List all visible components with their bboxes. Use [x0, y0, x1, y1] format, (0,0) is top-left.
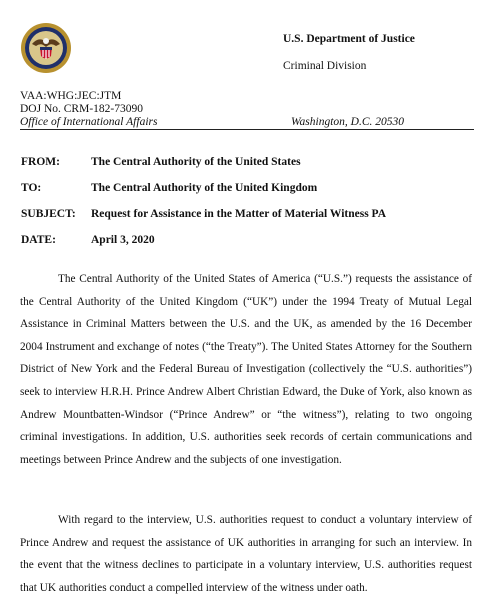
office-location: Washington, D.C. 20530 [291, 116, 404, 128]
header-divider [20, 129, 474, 130]
to-value: The Central Authority of the United Kingdom [91, 182, 318, 194]
from-value: The Central Authority of the United States [91, 156, 301, 168]
body-paragraph-2: With regard to the interview, U.S. authorities request to conduct a voluntary interview of Prince Andrew and request the assistance of UK authorities in arranging for such an interview. In the event that the witness declines to participate in a voluntary interview, U.S. authorities request that UK authorities conduct a compelled interview of the witness under oath. [20, 514, 472, 594]
from-label: FROM: [21, 156, 60, 168]
department-seal-logo [20, 22, 72, 74]
date-value: April 3, 2020 [91, 234, 155, 246]
office-name: Office of International Affairs [20, 116, 158, 128]
division-name: Criminal Division [283, 60, 367, 72]
date-label: DATE: [21, 234, 56, 246]
department-name: U.S. Department of Justice [283, 33, 415, 45]
reference-initials: VAA:WHG:JEC:JTM [20, 90, 122, 102]
doj-number: DOJ No. CRM-182-73090 [20, 103, 143, 115]
subject-label: SUBJECT: [21, 208, 76, 220]
subject-value: Request for Assistance in the Matter of Material Witness PA [91, 208, 387, 220]
to-label: TO: [21, 182, 42, 194]
body-paragraph-1: The Central Authority of the United States of America (“U.S.”) requests the assistance of the Central Authority of the United Kingdom (“UK”) under the 1994 Treaty of Mutual Legal Assistance in Criminal Matters between the U.S. and the UK, as amended by the 16 December 2004 Instrument and exchange of notes (“the Treaty”). The United States Attorney for the Southern District of New York and the Federal Bureau of Investigation (collectively the “U.S. authorities”) seek to interview H.R.H. Prince Andrew Albert Christian Edward, the Duke of York, also known as Andrew Mountbatten-Windsor (“Prince Andrew” or “the witness”), relating to two ongoing criminal investigations. In addition, U.S. authorities seek records of certain communications and meetings between Prince Andrew and the subjects of one investigation. [20, 273, 472, 466]
